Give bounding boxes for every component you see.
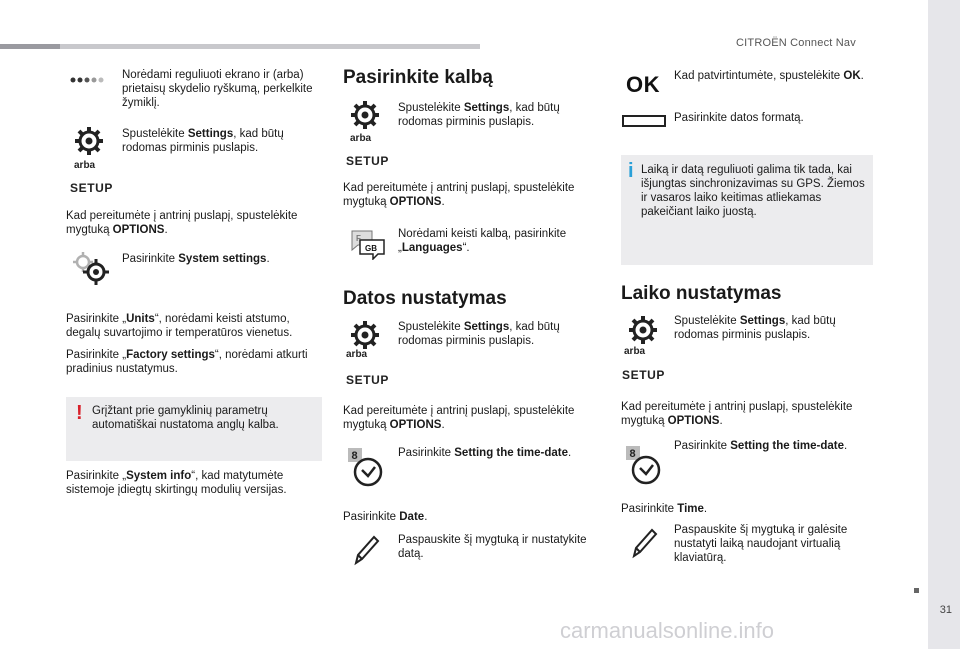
col2-languages-text [398,227,598,255]
col3-time-text [621,502,877,516]
text-part: , kad būtų rodomas pirminis puslapis. [674,315,836,341]
setup-button-label: SETUP [622,368,666,382]
pencil-icon [630,526,658,560]
warning-icon: ! [76,402,83,424]
text-part: Spustelėkite [674,315,740,327]
ok-term: OK [843,70,861,82]
options-term: OPTIONS [389,419,442,431]
setup-button-label: SETUP [346,154,390,168]
header-rule-accent [0,44,60,49]
text-part: Kad pereitumėte į antrinį puslapį, spustelėkite mygtuką [343,405,575,431]
settings-term: Settings [463,321,510,333]
text-part: Spustelėkite [122,128,188,140]
col1-system-info-text [66,469,322,497]
page-number: 31 [939,604,952,616]
watermark: carmanualsonline.info [560,618,775,643]
flag-f-label: F [356,234,361,243]
info-text: Laiką ir datą reguliuoti galima tik tada, kai išjungtas sinchronizavimas su GPS. Žiemos ir vasaros laiko keitimas atliekamas pakeičiant laiko juostą. [641,164,865,218]
text-part: . [164,224,168,236]
col3-settings-text [674,314,874,342]
options-term: OPTIONS [112,224,165,236]
col2-date-text [343,510,599,524]
text-part: , kad būtų rodomas pirminis puslapis. [122,128,284,154]
text-part: , kad būtų rodomas pirminis puslapis. [398,321,560,347]
col2-time-date-text [398,446,598,460]
text-part: Kad pereitumėte į antrinį puslapį, spustelėkite mygtuką [66,210,298,236]
text-part: Pasirinkite [674,440,731,452]
settings-term: Settings [187,128,234,140]
text-part: . [719,415,723,427]
ok-button-label: OK [626,72,660,97]
text-part: . [703,503,708,515]
system-settings-icon [72,250,110,286]
text-part: Spustelėkite [398,102,464,114]
settings-term: Settings [739,315,786,327]
calendar-clock-icon [624,444,662,486]
section-title-language: Pasirinkite kalbą [343,67,493,88]
or-label: arba [346,349,368,360]
setup-button-label: SETUP [346,373,390,387]
text-part: Pasirinkite [343,511,400,523]
settings-gear-icon [350,100,380,130]
text-part: . [424,511,428,523]
settings-gear-icon [74,126,104,156]
text-part: “, norėdami atkurti pradinius nustatymus. [66,349,308,375]
text-part: “, norėdami keisti atstumo, degalų suvartojimo ir temperatūros vienetus. [66,313,293,339]
options-term: OPTIONS [667,415,720,427]
col2-settings-text [398,101,598,129]
text-part: “. [462,242,470,254]
col1-factory-text [66,348,322,376]
languages-term: Languages [401,242,463,254]
units-term: Units [126,313,155,325]
section-title-date: Datos nustatymas [343,288,507,309]
col3-options-text [621,400,877,428]
calendar-number: 8 [351,450,358,462]
text-part: . [567,447,572,459]
col3-time-date-text [674,439,874,453]
col2-date-settings-text [398,320,598,348]
col1-system-settings-text [122,252,322,266]
brand-title: CITROËN Connect Nav [736,37,856,49]
pencil-icon [352,533,380,567]
setup-button-label: SETUP [70,181,114,195]
col3-date-format-text: Pasirinkite datos formatą. [674,112,804,124]
or-label: arba [74,160,96,171]
time-term: Time [677,503,704,515]
text-part: Kad patvirtintumėte, spustelėkite [674,70,844,82]
setting-time-date-term: Setting the time-date [454,447,568,459]
text-part: Pasirinkite „ [66,313,127,325]
warning-text: Grįžtant prie gamyklinių parametrų automatiškai nustatoma anglų kalba. [92,405,279,431]
text-part: . [843,440,848,452]
col1-units-text [66,312,322,340]
col1-options-text [66,209,322,237]
factory-settings-term: Factory settings [126,349,215,361]
info-icon: i [628,160,634,182]
options-term: OPTIONS [389,196,442,208]
date-format-field-icon [622,115,666,127]
system-info-term: System info [126,470,192,482]
date-term: Date [399,511,425,523]
header-rule [0,44,480,49]
text-part: , kad būtų rodomas pirminis puslapis. [398,102,560,128]
text-part: . [266,253,270,265]
col2-date-options-text [343,404,599,432]
system-settings-term: System settings [178,253,267,265]
settings-gear-icon [350,320,380,350]
text-part: Spustelėkite [398,321,464,333]
text-part: . [441,419,445,431]
right-sidebar [928,0,960,649]
col2-pencil-text: Paspauskite šį mygtuką ir nustatykite datą. [398,534,587,560]
or-label: arba [350,133,372,144]
flag-gb-label: GB [365,244,377,253]
brightness-dots-icon [70,74,104,86]
calendar-number: 8 [629,448,636,460]
calendar-clock-icon [346,446,384,488]
text-part: . [860,70,864,82]
page-marker [914,588,919,593]
text-part: Pasirinkite „ [66,470,127,482]
text-part: Pasirinkite „ [66,349,127,361]
text-part: Kad pereitumėte į antrinį puslapį, spustelėkite mygtuką [621,401,853,427]
text-part: Kad pereitumėte į antrinį puslapį, spustelėkite mygtuką [343,182,575,208]
section-title-time: Laiko nustatymas [621,283,782,304]
or-label: arba [624,346,646,357]
text-part: Pasirinkite [621,503,678,515]
language-flags-icon [350,228,386,260]
col3-pencil-text: Paspauskite šį mygtuką ir galėsite nustatyti laiką naudojant virtualią klaviatūrą. [674,524,848,564]
col1-brightness-text: Norėdami reguliuoti ekrano ir (arba) prietaisų skydelio ryškumą, perkelkite žymiklį. [122,69,313,109]
text-part: “, kad matytumėte sistemoje įdiegtų skirtingų modulių versijas. [66,470,287,496]
text-part: Pasirinkite [122,253,179,265]
col1-settings-text [122,127,322,155]
setting-time-date-term: Setting the time-date [730,440,844,452]
settings-term: Settings [463,102,510,114]
text-part: Norėdami keisti kalbą, pasirinkite „ [398,228,567,254]
settings-gear-icon [628,315,658,345]
col3-ok-text [674,69,874,83]
col2-options-text [343,181,599,209]
text-part: Pasirinkite [398,447,455,459]
text-part: . [441,196,445,208]
